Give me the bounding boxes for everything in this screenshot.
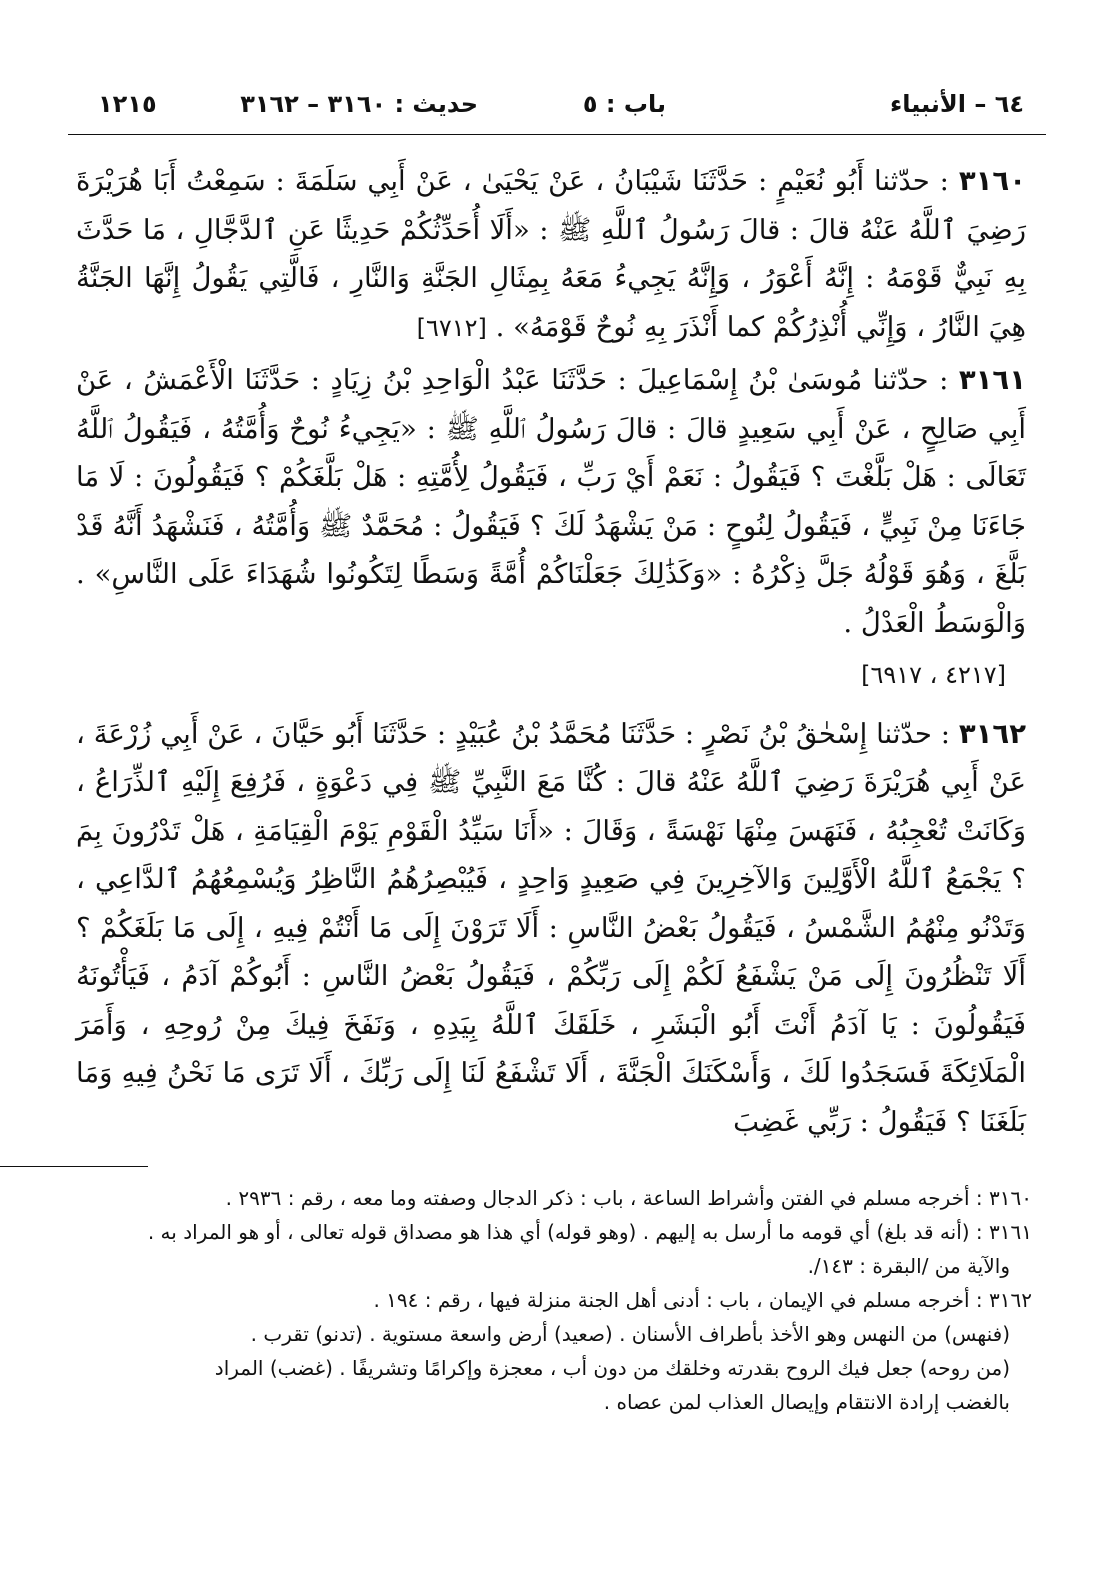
- footnote: ٣١٦٠ : أخرجه مسلم في الفتن وأشراط الساعة ، باب : ذكر الدجال وصفته وما معه ، رقم : ٢٩٣٦ .: [225, 1186, 1032, 1210]
- hadith-number: ٣١٦١: [958, 364, 1026, 396]
- hadith-text: : حدّثنا إِسْحٰقُ بْنُ نَصْرٍ : حَدَّثَنَا مُحَمَّدُ بْنُ عُبَيْدٍ : حَدَّثَنَا أَبُو حَيَّانَ ، عَنْ أَبِي زُرْعَةَ ، عَنْ أَبِي هُرَيْرَةَ رَضِيَ ٱللَّهُ عَنْهُ قالَ : كُنَّا مَعَ النَّبِيِّ ﷺ فِي دَعْوَةٍ ، فَرُفِعَ إِلَيْهِ ٱلذِّرَاعُ ، وَكَانَتْ تُعْجِبُهُ ، فَنَهَسَ مِنْهَا نَهْسَةً ، وَقَالَ : «أَنَا سَيِّدُ الْقَوْمِ يَوْمَ الْقِيَامَةِ ، هَلْ تَدْرُونَ بِمَ ؟ يَجْمَعُ ٱللَّهُ الْأَوَّلِينَ وَالآخِرِينَ فِي صَعِيدٍ وَاحِدٍ ، فَيُبْصِرُهُمُ النَّاظِرُ وَيُسْمِعُهُمُ ٱلدَّاعِي ، وَتَدْنُو مِنْهُمُ الشَّمْسُ ، فَيَقُولُ بَعْضُ النَّاسِ : أَلَا تَرَوْنَ إِلَى مَا أَنْتُمْ فِيهِ ، إِلَى مَا بَلَغَكُمْ ؟ أَلَا تَنْظُرُونَ إِلَى مَنْ يَشْفَعُ لَكُمْ إِلَى رَبِّكُمْ ، فَيَقُولُ بَعْضُ النَّاسِ : أَبُوكُمْ آدَمُ ، فَيَأْتُونَهُ فَيَقُولُونَ : يَا آدَمُ أَنْتَ أَبُو الْبَشَرِ ، خَلَقَكَ ٱللَّهُ بِيَدِهِ ، وَنَفَخَ فِيكَ مِنْ رُوحِهِ ، وَأَمَرَ الْمَلَائِكَةَ فَسَجَدُوا لَكَ ، وَأَسْكَنَكَ الْجَنَّةَ ، أَلَا تَشْفَعُ لَنَا إِلَى رَبِّكَ ، أَلَا تَرَى مَا نَحْنُ فِيهِ وَمَا بَلَغَنَا ؟ فَيَقُولُ : رَبِّي غَضِبَ: [76, 717, 1026, 1138]
- footnote-divider: [0, 1166, 148, 1167]
- header-divider: [68, 134, 1046, 135]
- hadith-paragraph: [76, 710, 1026, 1147]
- hadith-paragraph: [76, 356, 1026, 647]
- footnote-gloss: (فنهس) من النهس وهو الأخذ بأطراف الأسنان . (صعيد) أرض واسعة مستوية . (تدنو) تقرب .: [250, 1322, 1010, 1346]
- footnote-continuation: والآية من /البقرة : ١٤٣/.: [807, 1254, 1010, 1278]
- footnote: ٣١٦١ : (أنه قد بلغ) أي قومه ما أرسل به إليهم . (وهو قوله) أي هذا هو مصداق قوله تعالى ، أو هو المراد به .: [147, 1220, 1032, 1244]
- book-page: [68, 86, 1046, 1566]
- hadith-text: : حدّثنا أَبُو نُعَيْمٍ : حَدَّثَنَا شَيْبَانُ ، عَنْ يَحْيَىٰ ، عَنْ أَبِي سَلَمَةَ : سَمِعْتُ أَبَا هُرَيْرَةَ رَضِيَ ٱللَّهُ عَنْهُ قالَ : قالَ رَسُولُ ٱللَّهِ ﷺ : «أَلَا أُحَدِّثُكُمْ حَدِيثًا عَنِ ٱلدَّجَّالِ ، مَا حَدَّثَ بِهِ نَبِيٌّ قَوْمَهُ : إِنَّهُ أَعْوَرُ ، وَإِنَّهُ يَجِيءُ مَعَهُ بِمِثَالِ الجَنَّةِ وَالنَّارِ ، فَالَّتِي يَقُولُ إِنَّهَا الجَنَّةُ هِيَ النَّارُ ، وَإِنِّي أُنْذِرُكُمْ كما أَنْذَرَ بِهِ نُوحٌ قَوْمَهُ» .: [76, 165, 1026, 343]
- footnote: ٣١٦٢ : أخرجه مسلم في الإيمان ، باب : أدنى أهل الجنة منزلة فيها ، رقم : ١٩٤ .: [373, 1288, 1032, 1312]
- cross-reference: [٤٢١٧ ، ٦٩١٧]: [861, 661, 1006, 689]
- hadith-text: : حدّثنا مُوسَىٰ بْنُ إِسْمَاعِيلَ : حَدَّثَنَا عَبْدُ الْوَاحِدِ بْنُ زِيَادٍ : حَدَّثَنَا الْأَعْمَشُ ، عَنْ أَبِي صَالِحٍ ، عَنْ أَبِي سَعِيدٍ قالَ : قالَ رَسُولُ ٱللَّهِ ﷺ : «يَجِيءُ نُوحٌ وَأُمَّتُهُ ، فَيَقُولُ ٱللَّهُ تَعَالَى : هَلْ بَلَّغْتَ ؟ فَيَقُولُ : نَعَمْ أَيْ رَبِّ ، فَيَقُولُ لِأُمَّتِهِ : هَلْ بَلَّغَكُمْ ؟ فَيَقُولُونَ : لَا مَا جَاءَنَا مِنْ نَبِيٍّ ، فَيَقُولُ لِنُوحٍ : مَنْ يَشْهَدُ لَكَ ؟ فَيَقُولُ : مُحَمَّدٌ ﷺ وَأُمَّتُهُ ، فَنَشْهَدُ أَنَّهُ قَدْ بَلَّغَ ، وَهُوَ قَوْلُهُ جَلَّ ذِكْرُهُ : «وَكَذَٰلِكَ جَعَلْنَاكُمْ أُمَّةً وَسَطًا لِتَكُونُوا شُهَدَاءَ عَلَى النَّاسِ» . وَالْوَسَطُ الْعَدْلُ .: [76, 364, 1026, 639]
- main-text: [68, 157, 1046, 1146]
- cross-reference: [٦٧١٢]: [416, 313, 487, 342]
- hadith-range: حديث : ٣١٦٠ – ٣١٦٢: [240, 90, 478, 118]
- page-header: [68, 86, 1046, 128]
- footnote-gloss: بالغضب إرادة الانتقام وإيصال العذاب لمن عصاه .: [603, 1390, 1010, 1414]
- footnote-gloss: (من روحه) جعل فيك الروح بقدرته وخلقك من دون أب ، معجزة وإكرامًا وتشريفًا . (غضب) المراد: [214, 1356, 1010, 1380]
- hadith-number: ٣١٦٢: [958, 717, 1026, 750]
- page-number: ١٢١٥: [98, 90, 157, 118]
- footnotes: [68, 1181, 1046, 1419]
- hadith-number: ٣١٦٠: [958, 165, 1026, 197]
- book-title: ٦٤ – الأنبياء: [890, 90, 1024, 118]
- hadith-paragraph: [76, 157, 1026, 352]
- chapter-label: باب : ٥: [582, 90, 666, 118]
